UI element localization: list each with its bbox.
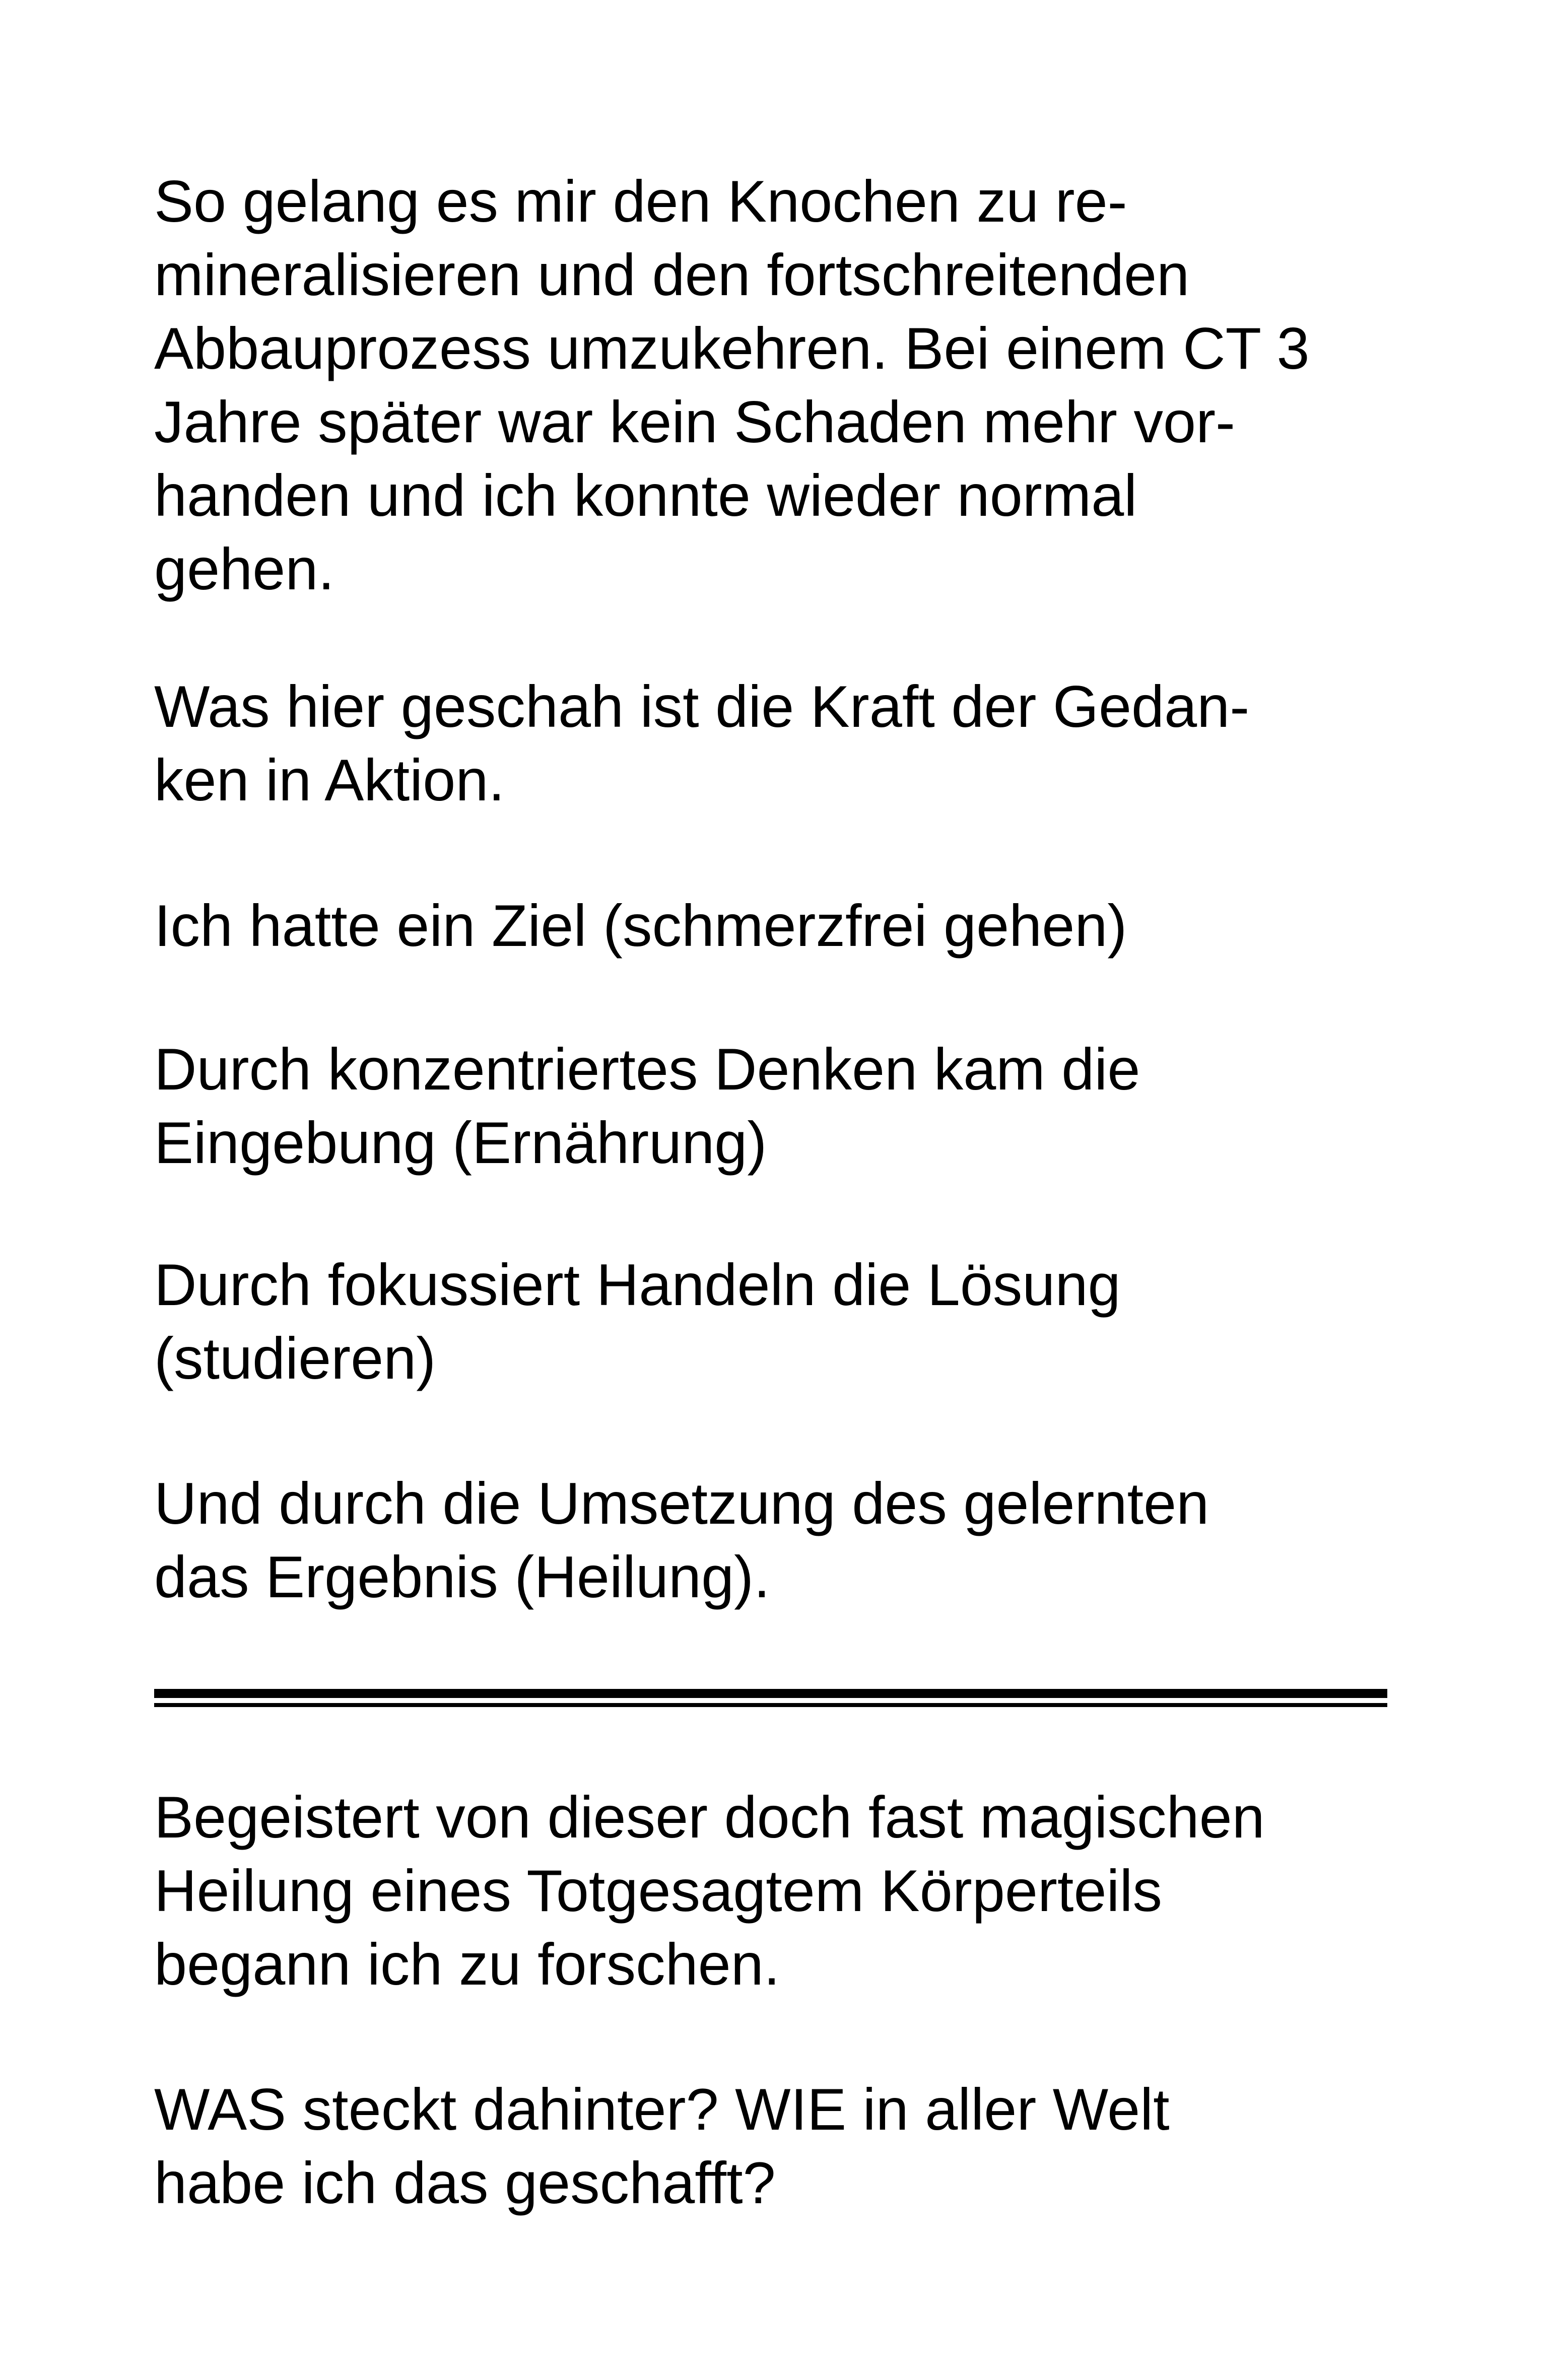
text-line: Und durch die Umsetzung des gelernten [154, 1470, 1209, 1536]
text-line: handen und ich konnte wieder normal [154, 462, 1137, 528]
text-line: Was hier geschah ist die Kraft der Gedan- [154, 673, 1250, 739]
text-line: Eingebung (Ernährung) [154, 1110, 767, 1176]
section-divider-thick [154, 1689, 1387, 1698]
text-line: gehen. [154, 536, 334, 602]
text-line: das Ergebnis (Heilung). [154, 1544, 770, 1610]
text-line: Durch konzentriertes Denken kam die [154, 1036, 1140, 1102]
text-line: begann ich zu forschen. [154, 1931, 780, 1997]
text-line: ken in Aktion. [154, 747, 505, 813]
text-line: mineralisieren und den fortschreitenden [154, 242, 1190, 308]
paragraph-result [154, 1467, 1424, 1614]
text-line: Durch fokussiert Handeln die Lösung [154, 1252, 1121, 1318]
text-line: Abbauprozess umzukehren. Bei einem CT 3 [154, 315, 1310, 381]
text-line: (studieren) [154, 1325, 436, 1391]
section-divider-thin [154, 1703, 1387, 1707]
paragraph-questions [154, 2073, 1424, 2220]
text-line: habe ich das geschafft? [154, 2150, 776, 2216]
text-line: Heilung eines Totgesagtem Körperteils [154, 1858, 1162, 1924]
paragraph-remineralization [154, 165, 1424, 606]
paragraph-inspiration [154, 1033, 1424, 1180]
text-line: Begeistert von dieser doch fast magischen [154, 1784, 1265, 1850]
text-line: Ich hatte ein Ziel (schmerzfrei gehen) [154, 893, 1127, 959]
text-line: Jahre später war kein Schaden mehr vor- [154, 389, 1235, 455]
paragraph-goal [154, 889, 1424, 963]
text-line: So gelang es mir den Knochen zu re- [154, 168, 1127, 234]
text-line: WAS steckt dahinter? WIE in aller Welt [154, 2076, 1170, 2142]
paragraph-solution [154, 1248, 1424, 1395]
paragraph-research [154, 1781, 1424, 2001]
paragraph-power-of-thoughts [154, 670, 1424, 817]
